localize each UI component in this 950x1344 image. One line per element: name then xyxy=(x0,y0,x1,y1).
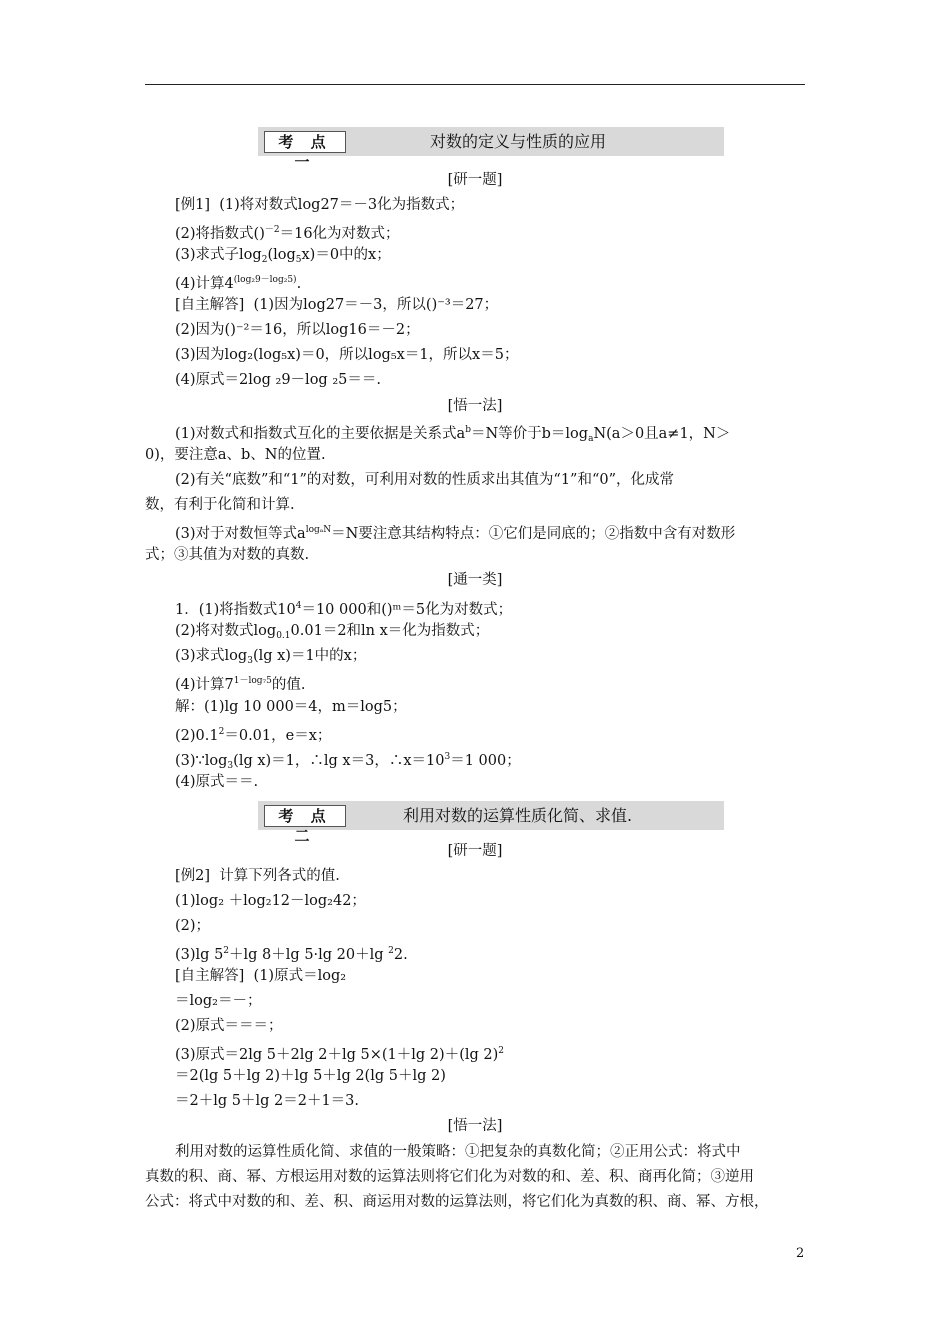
answer-label-2: [自主解答] xyxy=(175,968,245,984)
heading-method-2: [悟一法] xyxy=(447,1118,503,1134)
section-banner-1 xyxy=(258,127,724,171)
method-2-line2: 真数的积、商、幂、方根运用对数的运算法则将它们化为对数的和、差、积、商再化简；③逆用 xyxy=(145,1169,754,1185)
practice-1-q2: (2)将对数式$\log_{0.1}0.01=2$和ln x＝化为指数式； xyxy=(175,623,490,641)
example-1-q4: (4)计算$4^{(log_29-log_25)}$. xyxy=(175,275,302,292)
heading-method-1: [悟一法] xyxy=(447,398,503,414)
method-1-line3: (2)有关“底数”和“1”的对数，可利用对数的性质求出其值为“1”和“0”，化成常 xyxy=(175,472,675,488)
answer-2-a3c: ＝2＋lg 5＋lg 2＝2＋1＝3. xyxy=(175,1093,360,1109)
example-2-q1: (1)log₂ ＋log₂12－log₂42； xyxy=(175,893,366,909)
method-1-line2: 0)，要注意a、b、N的位置. xyxy=(145,447,326,463)
example-1-q2: (2)将指数式()$^{-2}$＝16化为对数式； xyxy=(175,225,400,242)
answer-1-a3: (3)因为log₂(log₅x)＝0，所以log₅x＝1，所以x＝5； xyxy=(175,347,519,363)
answer-2-a2: (2)原式＝＝＝； xyxy=(175,1018,283,1034)
example-2-intro: [例2] 计算下列各式的值. xyxy=(175,868,340,884)
method-1-line6: 式；③其值为对数的真数. xyxy=(145,547,310,563)
heading-practice-1: [通一类] xyxy=(447,572,503,588)
section-badge-2: 考 点 二 xyxy=(264,805,346,827)
practice-1-q4: (4)计算$7^{1-log_75}$的值. xyxy=(175,676,306,693)
method-1-line1: (1)对数式和指数式互化的主要依据是关系式$a^b=N$等价于$b=\log_aN(a>0$且a≠1，N＞ xyxy=(175,425,731,444)
heading-study-2: [研一题] xyxy=(447,843,503,859)
method-2-line1: 利用对数的运算性质化简、求值的一般策略：①把复杂的真数化简；②正用公式：将式中 xyxy=(175,1144,741,1160)
section-title-1: 对数的定义与性质的应用 xyxy=(430,132,607,151)
answer-2-a3b: ＝2(lg 5＋lg 2)＋lg 5＋lg 2(lg 5＋lg 2) xyxy=(175,1068,446,1084)
example-1-q3: (3)求式子$\log_2(\log_5x)=0$中的x； xyxy=(175,247,391,265)
example-1-q1: [例1] (1)将对数式log27＝－3化为指数式； xyxy=(175,197,465,213)
solution-1-s2: $(2)0.1^2=0.01$，e＝x； xyxy=(175,727,332,744)
answer-2-a3: (3)原式＝2lg 5＋2lg 2＋lg 5×(1＋lg 2)＋(lg 2)$^2$ xyxy=(175,1046,504,1063)
method-2-line3: 公式：将式中对数的和、差、积、商运用对数的运算法则，将它们化为真数的积、商、幂、方根， xyxy=(145,1194,769,1210)
solution-1-s3: $(3)\because\log_3(\lg$ x)＝1，∴lg x＝3，$\therefore x=10^3=1$ 000； xyxy=(175,752,521,771)
page-number: 2 xyxy=(796,1246,805,1261)
section-badge-1: 考 点 一 xyxy=(264,131,346,153)
answer-label: [自主解答] xyxy=(175,297,245,313)
answer-2-a1: [自主解答] (1)原式＝log₂ xyxy=(175,968,347,984)
answer-1-a2: (2)因为()⁻²＝16，所以log16＝－2； xyxy=(175,322,420,338)
practice-1-q3: (3)求式$\log_3(\lg$ x)＝1中的x； xyxy=(175,648,367,666)
practice-1-q1: 1．(1)将指数式$10^4=10$ 000和()ᵐ＝5化为对数式； xyxy=(175,601,513,618)
section-banner-2 xyxy=(258,801,724,845)
example-2-q2: (2)； xyxy=(175,918,211,934)
answer-2-a1b: ＝log₂＝－； xyxy=(175,993,262,1009)
section-title-2: 利用对数的运算性质化简、求值. xyxy=(403,806,633,825)
example-2-q3: (3)lg $5^2+\lg$ 8＋lg 5·lg 20＋lg $^2$2. xyxy=(175,946,408,963)
solution-1-s1: 解：(1)lg 10 000＝4，m＝log5； xyxy=(175,699,407,715)
example-label-2: [例2] xyxy=(175,868,211,884)
answer-1-a4: (4)原式＝2log ₂9－log ₂5＝＝. xyxy=(175,372,381,388)
solution-1-s4: (4)原式＝＝. xyxy=(175,774,259,790)
method-1-line5: (3)对于对数恒等式$a^{log_aN}=N$要注意其结构特点：①它们是同底的；②指数中含有对数形 xyxy=(175,525,736,542)
header-rule xyxy=(145,84,805,85)
heading-study-1: [研一题] xyxy=(447,172,503,188)
example-label: [例1] xyxy=(175,197,211,213)
method-1-line4: 数，有利于化简和计算. xyxy=(145,497,295,513)
answer-1-a1: [自主解答] (1)因为log27＝－3，所以()⁻³＝27； xyxy=(175,297,499,313)
